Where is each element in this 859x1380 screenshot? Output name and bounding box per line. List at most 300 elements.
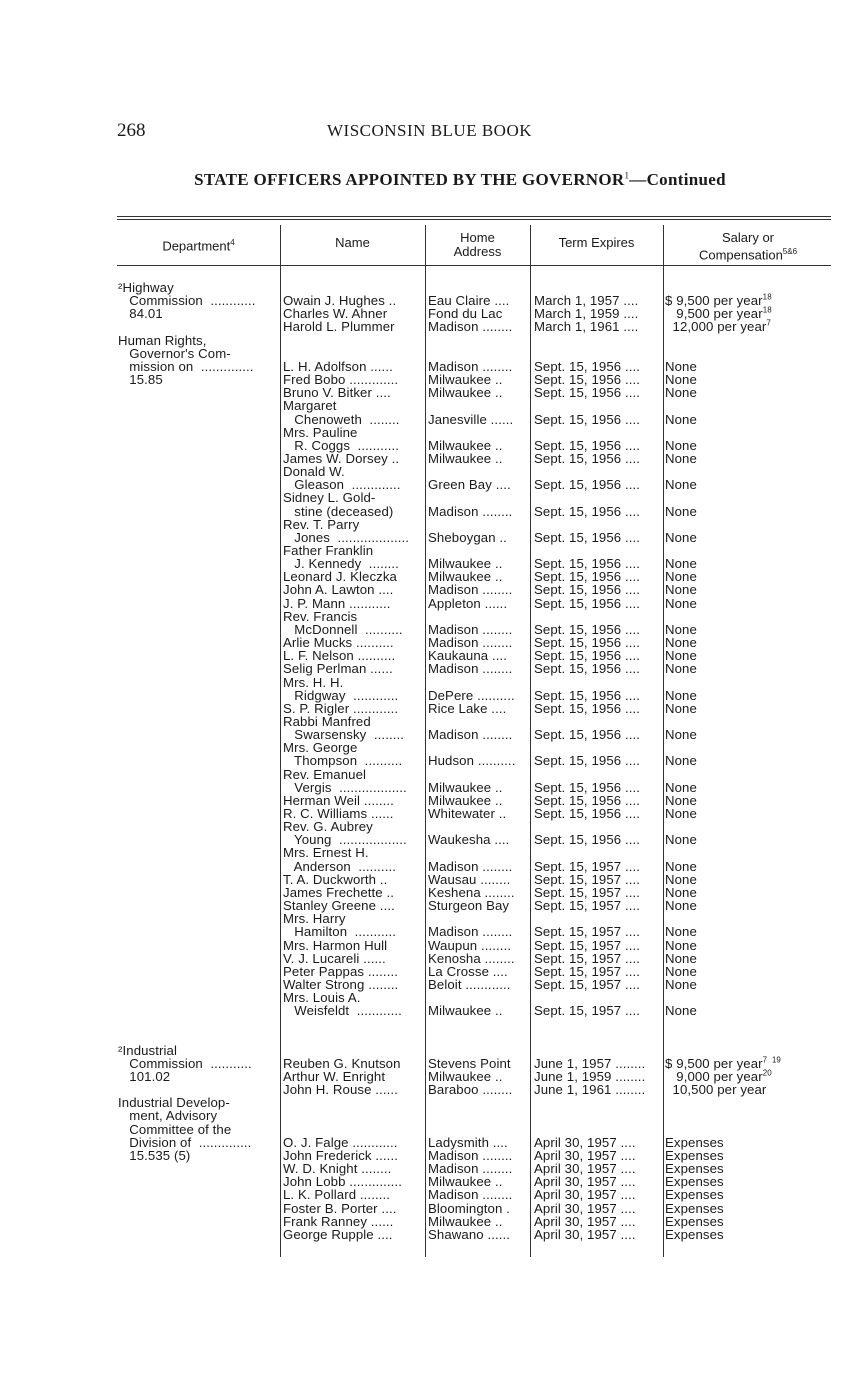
address-cell-text: Milwaukee .. (428, 569, 503, 585)
salary-cell-text: None (665, 635, 697, 651)
address-cell-text: Milwaukee .. (428, 450, 503, 466)
address-cell-text: Madison ........ (428, 503, 513, 519)
address-cell (428, 320, 512, 333)
salary-cell-footnote: 18 (762, 305, 772, 315)
name-cell-text: Ridgway ............ (283, 687, 399, 703)
address-cell-text: Madison ........ (428, 727, 513, 743)
header-home-line1: Home (460, 230, 495, 245)
term-cell-text: June 1, 1961 ........ (534, 1082, 646, 1098)
header-department-footnote: 4 (230, 238, 235, 247)
salary-cell-footnote: 20 (762, 1068, 772, 1078)
address-cell-text: Eau Claire .... (428, 293, 510, 309)
salary-cell-text: None (665, 556, 697, 572)
salary-cell-text: None (665, 792, 697, 808)
salary-cell (665, 807, 697, 820)
page-number: 268 (117, 120, 146, 141)
address-cell (428, 1083, 512, 1096)
salary-cell (665, 531, 697, 544)
address-cell-text: Waupun ........ (428, 937, 512, 953)
salary-cell (665, 1004, 697, 1017)
term-cell (534, 505, 640, 518)
salary-cell-text: None (665, 858, 697, 874)
salary-cell-text: None (665, 871, 697, 887)
term-cell-text: April 30, 1957 .... (534, 1226, 636, 1242)
term-cell-text: Sept. 15, 1957 .... (534, 884, 641, 900)
name-cell (283, 1228, 393, 1241)
name-cell-text: Rev. T. Parry (283, 516, 360, 532)
salary-cell-text: None (665, 898, 697, 914)
address-cell-text: Madison ........ (428, 582, 513, 598)
salary-cell-text: None (665, 727, 697, 743)
salary-cell-text: Expenses (665, 1134, 724, 1150)
salary-cell (665, 478, 697, 491)
term-cell (534, 899, 640, 912)
term-cell-text: April 30, 1957 .... (534, 1174, 636, 1190)
address-cell-text: Madison ........ (428, 621, 513, 637)
term-cell-text: Sept. 15, 1956 .... (534, 582, 641, 598)
address-cell (428, 531, 507, 544)
address-cell-text: Ladysmith .... (428, 1134, 508, 1150)
salary-cell-text: None (665, 1003, 697, 1019)
address-cell-text: Whitewater .. (428, 806, 507, 821)
salary-cell-text: 10,500 per year (665, 1082, 767, 1098)
term-cell-text: Sept. 15, 1956 .... (534, 450, 641, 466)
salary-cell-text: None (665, 976, 697, 992)
table-title (117, 170, 803, 190)
term-cell-text: April 30, 1957 .... (534, 1187, 636, 1203)
address-cell-text: Madison ........ (428, 358, 513, 374)
address-cell-text: Milwaukee .. (428, 437, 503, 453)
term-cell-text: Sept. 15, 1956 .... (534, 832, 641, 848)
salary-cell-text: $ 9,500 per year (665, 1055, 763, 1071)
address-cell-text: Madison ........ (428, 924, 513, 940)
name-cell-text: Arlie Mucks .......... (283, 635, 394, 651)
term-cell-text: Sept. 15, 1956 .... (534, 753, 641, 769)
name-cell-text: Chenoweth ........ (283, 411, 400, 427)
term-cell (534, 1004, 640, 1017)
address-cell-text: Sheboygan .. (428, 529, 507, 545)
address-cell-text: Shawano ...... (428, 1226, 511, 1242)
header-bottom-rule (117, 265, 831, 266)
department-cell-text: 101.02 (118, 1069, 171, 1084)
salary-cell-text: Expenses (665, 1200, 724, 1216)
department-cell-text: Human Rights, (118, 332, 207, 348)
department-cell-text: ²Highway (118, 280, 174, 295)
term-cell (534, 531, 640, 544)
address-cell-text: Beloit ............ (428, 976, 511, 992)
term-cell-text: June 1, 1959 ........ (534, 1069, 646, 1084)
salary-cell-text: None (665, 963, 697, 979)
name-cell-text: Leonard J. Kleczka (283, 569, 397, 585)
salary-cell-footnote: 7 19 (762, 1055, 781, 1065)
term-cell-text: Sept. 15, 1956 .... (534, 595, 641, 611)
address-cell-text: Hudson .......... (428, 753, 516, 769)
term-cell (534, 807, 640, 820)
column-divider-name (425, 225, 426, 1257)
address-cell-text: Waukesha .... (428, 832, 510, 848)
address-cell-text: Madison ........ (428, 1147, 513, 1163)
term-cell-text: Sept. 15, 1956 .... (534, 621, 641, 637)
term-cell-text: March 1, 1959 .... (534, 306, 639, 322)
department-cell-text: mission on .............. (118, 358, 254, 374)
department-cell-text: Committee of the (118, 1121, 232, 1137)
name-cell-text: Sidney L. Gold- (283, 490, 376, 506)
term-cell (534, 662, 640, 675)
term-cell-text: Sept. 15, 1956 .... (534, 727, 641, 743)
term-cell-text: March 1, 1957 .... (534, 293, 639, 309)
address-cell-text: Rice Lake .... (428, 700, 507, 716)
salary-cell-text: 9,000 per year (665, 1069, 763, 1084)
salary-cell-text: None (665, 937, 697, 953)
header-department-label: Department (162, 238, 231, 254)
name-cell-text: Jones ................... (283, 529, 410, 545)
name-cell-text: Rev. G. Aubrey (283, 819, 373, 835)
term-cell-text: Sept. 15, 1957 .... (534, 937, 641, 953)
department-cell-text: Division of .............. (118, 1134, 252, 1150)
salary-cell (665, 452, 697, 465)
address-cell-text: Appleton ...... (428, 595, 508, 611)
name-cell-text: Foster B. Porter .... (283, 1200, 397, 1216)
salary-cell (665, 754, 697, 767)
salary-cell (665, 728, 697, 741)
department-cell-text: Commission ............ (118, 293, 256, 309)
salary-cell-text: Expenses (665, 1147, 724, 1163)
address-cell-text: Madison ........ (428, 635, 513, 651)
name-cell-text: J. Kennedy ........ (283, 556, 399, 572)
name-cell-text: Selig Perlman ...... (283, 661, 393, 677)
address-cell (428, 728, 512, 741)
name-cell-text: Mrs. H. H. (283, 674, 344, 690)
term-cell-text: Sept. 15, 1956 .... (534, 556, 641, 572)
salary-cell-footnote: 7 (766, 319, 771, 329)
salary-cell (665, 320, 771, 333)
term-cell-text: Sept. 15, 1957 .... (534, 858, 641, 874)
salary-cell (665, 597, 697, 610)
department-cell-text: Governor's Com- (118, 345, 231, 361)
salary-cell-text: 12,000 per year (665, 319, 767, 335)
salary-cell-text: Expenses (665, 1161, 724, 1177)
name-cell-text: Mrs. Ernest H. (283, 845, 369, 861)
term-cell-text: Sept. 15, 1956 .... (534, 385, 641, 401)
address-cell-text: Baraboo ........ (428, 1082, 513, 1098)
term-cell (534, 754, 640, 767)
department-cell-text: 15.535 (5) (118, 1147, 191, 1163)
title-footnote: 1 (624, 170, 630, 181)
term-cell-text: Sept. 15, 1957 .... (534, 924, 641, 940)
term-cell-text: Sept. 15, 1957 .... (534, 976, 641, 992)
term-cell (534, 1083, 645, 1096)
salary-cell-text: None (665, 569, 697, 585)
address-cell-text: Madison ........ (428, 661, 513, 677)
department-cell (118, 1149, 190, 1162)
address-cell-text: Green Bay .... (428, 477, 511, 493)
name-cell-text: Bruno V. Bitker .... (283, 385, 391, 401)
name-cell-text: Owain J. Hughes .. (283, 293, 397, 309)
term-cell-text: April 30, 1957 .... (534, 1213, 636, 1229)
salary-cell-text: None (665, 503, 697, 519)
term-cell (534, 1228, 636, 1241)
salary-cell-text: Expenses (665, 1226, 724, 1242)
name-cell-text: James W. Dorsey .. (283, 450, 400, 466)
salary-cell-text: None (665, 582, 697, 598)
salary-cell-text: Expenses (665, 1213, 724, 1229)
term-cell-text: Sept. 15, 1956 .... (534, 792, 641, 808)
department-cell-text: Industrial Develop- (118, 1095, 230, 1111)
name-cell-text: Harold L. Plummer (283, 319, 395, 335)
address-cell (428, 754, 515, 767)
name-cell-text: Young .................. (283, 832, 407, 848)
name-cell-text: Rev. Emanuel (283, 766, 367, 782)
term-cell-text: Sept. 15, 1956 .... (534, 648, 641, 664)
salary-cell-text: None (665, 358, 697, 374)
term-cell (534, 978, 640, 991)
salary-cell-footnote: 18 (762, 292, 772, 302)
name-cell-text: V. J. Lucareli ...... (283, 950, 386, 966)
name-cell-text: Hamilton ........... (283, 924, 397, 940)
name-cell-text: Father Franklin (283, 543, 374, 558)
term-cell-text: April 30, 1957 .... (534, 1161, 636, 1177)
term-cell-text: Sept. 15, 1957 .... (534, 1003, 641, 1019)
term-cell-text: Sept. 15, 1956 .... (534, 635, 641, 651)
name-cell-text: S. P. Rigler ............ (283, 700, 399, 716)
term-cell-text: Sept. 15, 1957 .... (534, 950, 641, 966)
address-cell-text: Milwaukee .. (428, 1003, 503, 1019)
salary-cell-text: None (665, 884, 697, 900)
header-term-expires: Term Expires (558, 235, 635, 250)
header-name: Name (335, 235, 370, 250)
header-salary-footnote: 5&6 (782, 247, 798, 256)
term-cell-text: Sept. 15, 1956 .... (534, 358, 641, 374)
term-cell-text: April 30, 1957 .... (534, 1147, 636, 1163)
salary-cell-text: None (665, 950, 697, 966)
name-cell-text: Margaret (283, 398, 337, 414)
address-cell (428, 478, 511, 491)
address-cell (428, 978, 511, 991)
name-cell-text: Mrs. Harry (283, 911, 346, 927)
name-cell-text: John Frederick ...... (283, 1147, 398, 1163)
header-salary (663, 231, 833, 262)
department-cell (118, 373, 163, 386)
running-head: WISCONSIN BLUE BOOK (327, 121, 532, 140)
name-cell-text: Rabbi Manfred (283, 713, 371, 729)
address-cell-text: Milwaukee .. (428, 372, 503, 388)
header-salary-line1: Salary or (721, 230, 775, 245)
salary-cell-text: None (665, 806, 697, 821)
department-cell-text: Commission ........... (118, 1055, 252, 1071)
address-cell-text: Milwaukee .. (428, 556, 503, 572)
address-cell-text: Milwaukee .. (428, 385, 503, 401)
header-salary-label: Compensation (698, 247, 783, 263)
term-cell-text: Sept. 15, 1956 .... (534, 503, 641, 519)
address-cell-text: Milwaukee .. (428, 792, 503, 808)
salary-cell (665, 702, 697, 715)
name-cell-text: Charles W. Ahner (283, 306, 388, 322)
salary-cell-text: None (665, 411, 697, 427)
name-cell-text: Herman Weil ........ (283, 792, 394, 808)
term-cell-text: March 1, 1961 .... (534, 319, 639, 335)
name-cell-text: Mrs. Harmon Hull (283, 937, 388, 953)
salary-cell-text: None (665, 437, 697, 453)
salary-cell-text: None (665, 700, 697, 716)
term-cell-text: Sept. 15, 1956 .... (534, 477, 641, 493)
term-cell-text: June 1, 1957 ........ (534, 1055, 646, 1071)
salary-cell-text: None (665, 687, 697, 703)
address-cell (428, 597, 507, 610)
name-cell-text: John H. Rouse ...... (283, 1082, 398, 1098)
address-cell (428, 662, 512, 675)
address-cell-text: Madison ........ (428, 858, 513, 874)
address-cell-text: La Crosse .... (428, 963, 508, 979)
name-cell-text: Arthur W. Enright (283, 1069, 386, 1084)
address-cell (428, 833, 509, 846)
address-cell-text: Fond du Lac (428, 306, 503, 322)
department-cell-text: ment, Advisory (118, 1108, 218, 1124)
title-main: STATE OFFICERS APPOINTED BY THE GOVERNOR (194, 170, 625, 189)
salary-cell-text: None (665, 385, 697, 401)
name-cell-text: Reuben G. Knutson (283, 1055, 401, 1071)
salary-cell-text: None (665, 595, 697, 611)
header-home-line2: Address (453, 244, 502, 259)
department-cell-text: 84.01 (118, 306, 163, 322)
address-cell (428, 807, 506, 820)
term-cell-text: Sept. 15, 1956 .... (534, 779, 641, 795)
salary-cell (665, 978, 697, 991)
name-cell (283, 320, 395, 333)
department-cell (118, 307, 163, 320)
term-cell-text: Sept. 15, 1956 .... (534, 569, 641, 585)
name-cell (283, 1004, 402, 1017)
name-cell-text: George Rupple .... (283, 1226, 393, 1242)
name-cell-text: W. D. Knight ........ (283, 1161, 392, 1177)
salary-cell-text: 9,500 per year (665, 306, 763, 322)
address-cell-text: Keshena ........ (428, 884, 515, 900)
address-cell-text: Madison ........ (428, 1187, 513, 1203)
name-cell-text: Gleason ............. (283, 477, 401, 493)
address-cell-text: Kenosha ........ (428, 950, 515, 966)
name-cell-text: John A. Lawton .... (283, 582, 394, 598)
name-cell-text: Anderson .......... (283, 858, 396, 874)
name-cell-text: Mrs. George (283, 740, 358, 756)
name-cell (283, 1083, 398, 1096)
term-cell-text: April 30, 1957 .... (534, 1134, 636, 1150)
title-suffix: —Continued (629, 170, 726, 189)
name-cell-text: Donald W. (283, 464, 345, 480)
term-cell-text: Sept. 15, 1956 .... (534, 437, 641, 453)
term-cell-text: Sept. 15, 1956 .... (534, 700, 641, 716)
address-cell (428, 505, 512, 518)
salary-cell-text: None (665, 450, 697, 466)
term-cell-text: Sept. 15, 1957 .... (534, 963, 641, 979)
department-cell-text: ²Industrial (118, 1042, 178, 1058)
name-cell-text: Frank Ranney ...... (283, 1213, 394, 1229)
address-cell-text: Bloomington . (428, 1200, 510, 1216)
salary-cell-text: None (665, 372, 697, 388)
column-divider-department (280, 225, 281, 1257)
salary-cell-text: Expenses (665, 1174, 724, 1190)
term-cell (534, 413, 640, 426)
salary-cell (665, 505, 697, 518)
term-cell-text: Sept. 15, 1956 .... (534, 661, 641, 677)
salary-cell-text: None (665, 753, 697, 769)
address-cell-text: Wausau ........ (428, 871, 511, 887)
name-cell-text: Mrs. Pauline (283, 424, 358, 440)
salary-cell-text: None (665, 477, 697, 493)
salary-cell-text: None (665, 832, 697, 848)
address-cell-text: Janesville ...... (428, 411, 514, 427)
address-cell-text: Milwaukee .. (428, 1213, 503, 1229)
name-cell-text: R. C. Williams ...... (283, 806, 394, 821)
name-cell-text: R. Coggs ........... (283, 437, 399, 453)
salary-cell (665, 662, 697, 675)
salary-cell (665, 833, 697, 846)
salary-cell-text: None (665, 648, 697, 664)
term-cell (534, 320, 638, 333)
salary-cell-text: None (665, 621, 697, 637)
salary-cell-text: None (665, 661, 697, 677)
address-cell-text: DePere .......... (428, 687, 515, 703)
top-rule (117, 216, 831, 217)
name-cell-text: Vergis .................. (283, 779, 407, 795)
salary-cell (665, 413, 697, 426)
name-cell-text: Swarsensky ........ (283, 727, 405, 743)
name-cell-text: James Frechette .. (283, 884, 395, 900)
name-cell-text: John Lobb .............. (283, 1174, 402, 1190)
department-cell-text: 15.85 (118, 372, 163, 388)
name-cell-text: Thompson .......... (283, 753, 403, 769)
name-cell-text: O. J. Falge ............ (283, 1134, 398, 1150)
address-cell-text: Milwaukee .. (428, 1174, 503, 1190)
term-cell (534, 386, 640, 399)
term-cell-text: Sept. 15, 1957 .... (534, 898, 641, 914)
column-divider-term (663, 225, 664, 1257)
name-cell-text: McDonnell .......... (283, 621, 403, 637)
address-cell-text: Stevens Point (428, 1055, 511, 1071)
salary-cell (665, 386, 697, 399)
name-cell-text: T. A. Duckworth .. (283, 871, 388, 887)
term-cell (534, 728, 640, 741)
header-department (117, 236, 280, 253)
name-cell-text: Weisfeldt ............ (283, 1003, 402, 1019)
header-home-address (425, 231, 530, 259)
term-cell (534, 702, 640, 715)
address-cell-text: Madison ........ (428, 1161, 513, 1177)
name-cell-text: L. H. Adolfson ...... (283, 358, 393, 374)
name-cell-text: Stanley Greene .... (283, 898, 395, 914)
salary-cell-text: None (665, 529, 697, 545)
term-cell-text: Sept. 15, 1957 .... (534, 871, 641, 887)
address-cell-text: Madison ........ (428, 319, 513, 335)
address-cell (428, 452, 503, 465)
address-cell-text: Kaukauna .... (428, 648, 508, 664)
term-cell-text: Sept. 15, 1956 .... (534, 411, 641, 427)
name-cell-text: Rev. Francis (283, 608, 358, 624)
term-cell-text: Sept. 15, 1956 .... (534, 372, 641, 388)
term-cell-text: April 30, 1957 .... (534, 1200, 636, 1216)
name-cell-text: J. P. Mann ........... (283, 595, 391, 611)
name-cell-text: Mrs. Louis A. (283, 990, 361, 1006)
term-cell (534, 597, 640, 610)
address-cell-text: Milwaukee .. (428, 779, 503, 795)
header-salary-line2 (663, 245, 833, 262)
address-cell-text: Sturgeon Bay (428, 898, 510, 914)
salary-cell-text: None (665, 924, 697, 940)
name-cell-text: Walter Strong ........ (283, 976, 399, 992)
salary-cell (665, 899, 697, 912)
term-cell-text: Sept. 15, 1956 .... (534, 687, 641, 703)
address-cell (428, 386, 503, 399)
salary-cell (665, 1083, 766, 1096)
address-cell (428, 1228, 510, 1241)
